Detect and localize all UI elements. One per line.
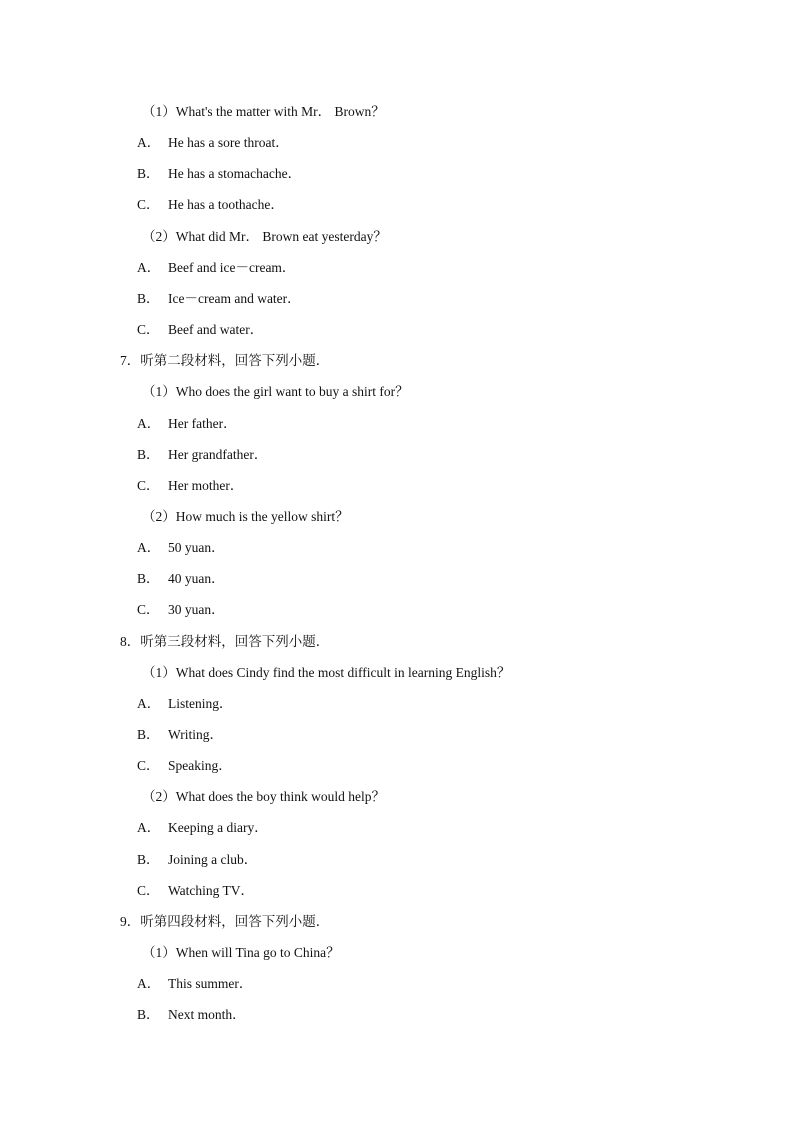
option-text: Her father． <box>168 415 237 431</box>
sub-question: （2）What did Mr． Brown eat yesterday？ <box>142 228 387 244</box>
option-letter: B． <box>137 571 160 587</box>
option-text: Her mother． <box>168 477 244 493</box>
answer-option <box>137 415 237 433</box>
option-letter: B． <box>137 446 160 462</box>
option-letter: C． <box>137 197 160 213</box>
option-text: Joining a club． <box>168 851 258 867</box>
sub-question: （1）What's the matter with Mr． Brown？ <box>142 104 385 119</box>
answer-option <box>137 601 225 619</box>
sub-question: （2）How much is the yellow shirt？ <box>142 508 349 524</box>
question-heading: 9．听第四段材料，回答下列小题． <box>120 913 330 929</box>
answer-option <box>137 134 289 152</box>
option-text: Beef and ice－cream． <box>168 259 296 275</box>
answer-option <box>137 477 243 495</box>
answer-option <box>137 819 268 837</box>
option-text: Beef and water． <box>168 322 264 337</box>
answer-option <box>137 726 223 744</box>
option-text: Watching TV． <box>168 882 255 898</box>
answer-option <box>137 757 232 775</box>
answer-option <box>137 882 254 900</box>
answer-option <box>137 290 301 308</box>
sub-question: （1）What does Cindy find the most difficult in learning English？ <box>142 664 511 680</box>
option-text: Listening． <box>168 695 233 711</box>
option-letter: C． <box>137 758 160 774</box>
option-letter: B． <box>137 1007 160 1023</box>
answer-option <box>137 321 263 339</box>
option-letter: A． <box>137 820 161 836</box>
question-heading: 7．听第二段材料，回答下列小题． <box>120 353 330 369</box>
option-letter: C． <box>137 602 160 618</box>
option-letter: C． <box>137 477 160 493</box>
option-text: 50 yuan． <box>168 540 225 556</box>
answer-option <box>137 446 267 464</box>
option-letter: C． <box>137 322 160 337</box>
sub-question: （1）Who does the girl want to buy a shirt for？ <box>142 384 409 400</box>
answer-option <box>137 196 284 214</box>
answer-option <box>137 539 225 557</box>
option-text: Next month． <box>168 1007 246 1023</box>
option-text: Speaking． <box>168 758 232 774</box>
option-text: He has a sore throat． <box>168 135 289 151</box>
sub-question: （1）When will Tina go to China？ <box>142 945 340 960</box>
option-text: He has a stomachache． <box>168 166 302 182</box>
option-text: 30 yuan． <box>168 602 225 618</box>
answer-option <box>137 259 295 277</box>
answer-option <box>137 975 252 993</box>
option-text: Writing． <box>168 727 223 742</box>
option-letter: B． <box>137 290 160 306</box>
option-text: 40 yuan． <box>168 571 225 587</box>
answer-option <box>137 165 301 183</box>
option-letter: A． <box>137 135 161 151</box>
answer-option <box>137 1006 246 1024</box>
answer-option <box>137 851 257 869</box>
option-letter: B． <box>137 727 160 742</box>
option-text: He has a toothache． <box>168 197 284 213</box>
option-letter: A． <box>137 540 161 556</box>
option-text: This summer． <box>168 976 253 992</box>
option-letter: A． <box>137 415 161 431</box>
option-letter: C． <box>137 882 160 898</box>
option-text: Her grandfather． <box>168 446 268 462</box>
option-letter: A． <box>137 976 161 992</box>
sub-question: （2）What does the boy think would help？ <box>142 789 385 805</box>
option-letter: A． <box>137 695 161 711</box>
option-letter: B． <box>137 166 160 182</box>
answer-option <box>137 570 225 588</box>
option-letter: A． <box>137 259 161 275</box>
question-heading: 8．听第三段材料，回答下列小题． <box>120 633 330 649</box>
answer-option <box>137 695 233 713</box>
option-text: Keeping a diary． <box>168 820 268 836</box>
option-letter: B． <box>137 851 160 867</box>
option-text: Ice－cream and water． <box>168 290 301 306</box>
